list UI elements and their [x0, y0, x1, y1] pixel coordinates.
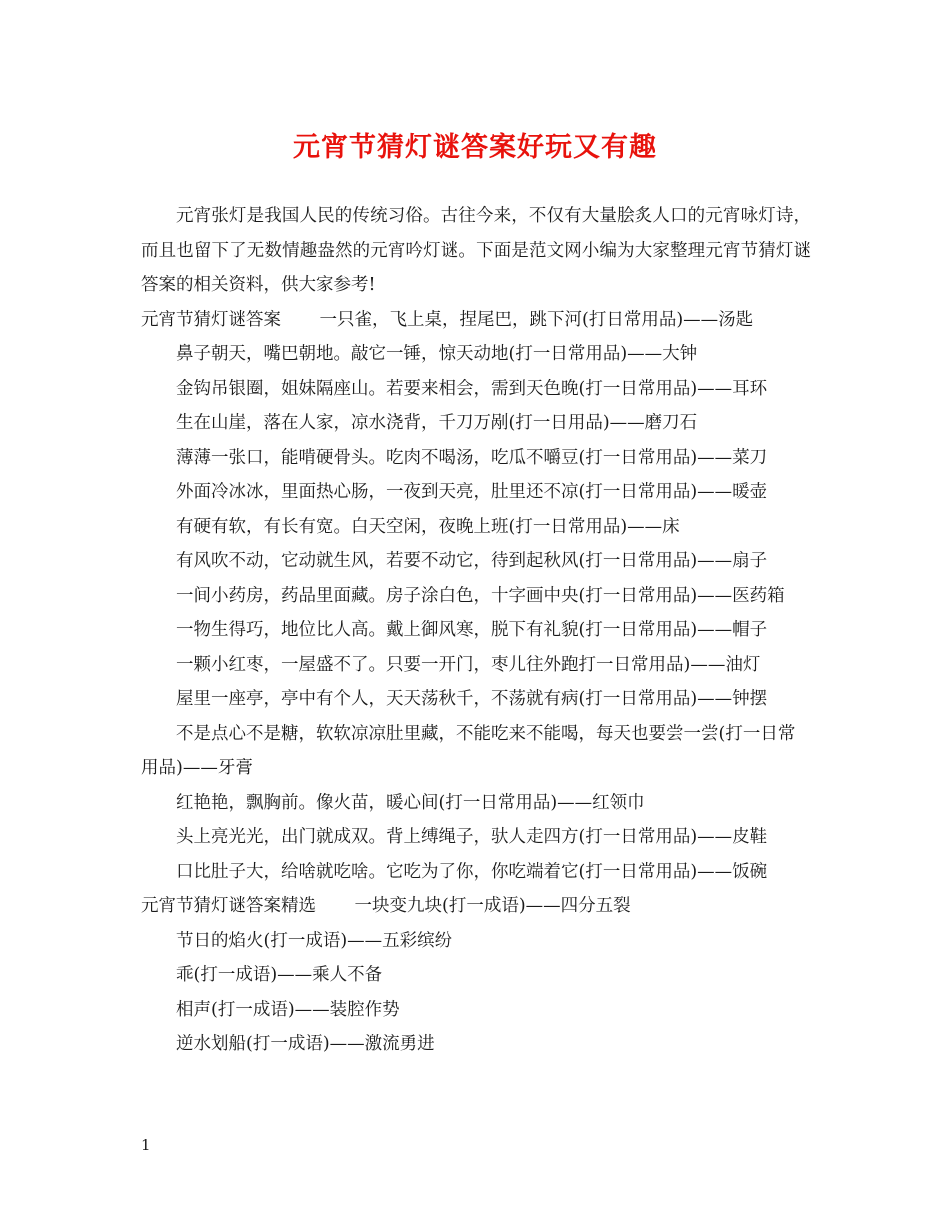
riddle-item: 相声(打一成语)——装腔作势: [176, 999, 400, 1020]
riddle-item: 一颗小红枣，一屋盛不了。只要一开门，枣儿往外跑打一日常用品)——油灯: [176, 654, 761, 675]
riddle-item: 薄薄一张口，能啃硬骨头。吃肉不喝汤，吃瓜不嚼豆(打一日常用品)——菜刀: [176, 447, 768, 468]
riddle-item: 节日的焰火(打一成语)——五彩缤纷: [176, 930, 453, 951]
riddle-item: 头上亮光光，出门就成双。背上缚绳子，驮人走四方(打一日常用品)——皮鞋: [176, 827, 768, 847]
riddle-item: 外面冷冰冰，里面热心肠，一夜到天亮，肚里还不凉(打一日常用品)——暖壶: [176, 482, 768, 502]
riddle-item: 有硬有软，有长有宽。白天空闲，夜晚上班(打一日常用品)——床: [176, 516, 680, 537]
section-heading-answers: [141, 303, 811, 338]
section-label: 元宵节猜灯谜答案精选: [141, 896, 316, 916]
section-label: 元宵节猜灯谜答案: [141, 309, 281, 330]
riddle-item: 不是点心不是糖，软软凉凉肚里藏，不能吃来不能喝，每天也要尝一尝(打一日常用品)——牙膏: [141, 723, 796, 778]
riddle-item: 生在山崖，落在人家，凉水浇背，千刀万剐(打一日用品)——磨刀石: [176, 413, 698, 433]
page-number: 1: [141, 1136, 151, 1154]
riddle-item: 屋里一座亭，亭中有个人，天天荡秋千，不荡就有病(打一日常用品)——钟摆: [176, 689, 768, 709]
riddle-item: 一间小药房，药品里面藏。房子涂白色，十字画中央(打一日常用品)——医药箱: [176, 585, 785, 606]
riddle-item: 红艳艳，飘胸前。像火苗，暖心间(打一日常用品)——红领巾: [176, 792, 645, 813]
section-heading-selected: [141, 889, 811, 924]
riddle-item: 一物生得巧，地位比人高。戴上御风寒，脱下有礼貌(打一日常用品)——帽子: [176, 620, 768, 640]
document-title: 元宵节猜灯谜答案好玩又有趣: [293, 132, 657, 163]
riddle-item: 乖(打一成语)——乘人不备: [176, 965, 383, 985]
riddle-item: 逆水划船(打一成语)——激流勇进: [176, 1034, 435, 1054]
riddle-item: 金钩吊银圈，姐妹隔座山。若要来相会，需到天色晚(打一日常用品)——耳环: [176, 378, 768, 399]
riddle-item: 一块变九块(打一成语)——四分五裂: [354, 896, 631, 916]
document-body: [141, 199, 811, 1062]
intro-paragraph: 元宵张灯是我国人民的传统习俗。古往今来，不仅有大量脍炙人口的元宵咏灯诗，而且也留下了无数情趣盎然的元宵吟灯谜。下面是范文网小编为大家整理元宵节猜灯谜答案的相关资料，供大家参考!: [141, 206, 811, 295]
riddle-item: 鼻子朝天，嘴巴朝地。敲它一锤，惊天动地(打一日常用品)——大钟: [176, 344, 698, 364]
riddle-item: 有风吹不动，它动就生风，若要不动它，待到起秋风(打一日常用品)——扇子: [176, 551, 768, 571]
riddle-item: 口比肚子大，给啥就吃啥。它吃为了你，你吃端着它(打一日常用品)——饭碗: [176, 861, 768, 882]
riddle-item: 一只雀，飞上桌，捏尾巴，跳下河(打日常用品)——汤匙: [319, 309, 754, 330]
